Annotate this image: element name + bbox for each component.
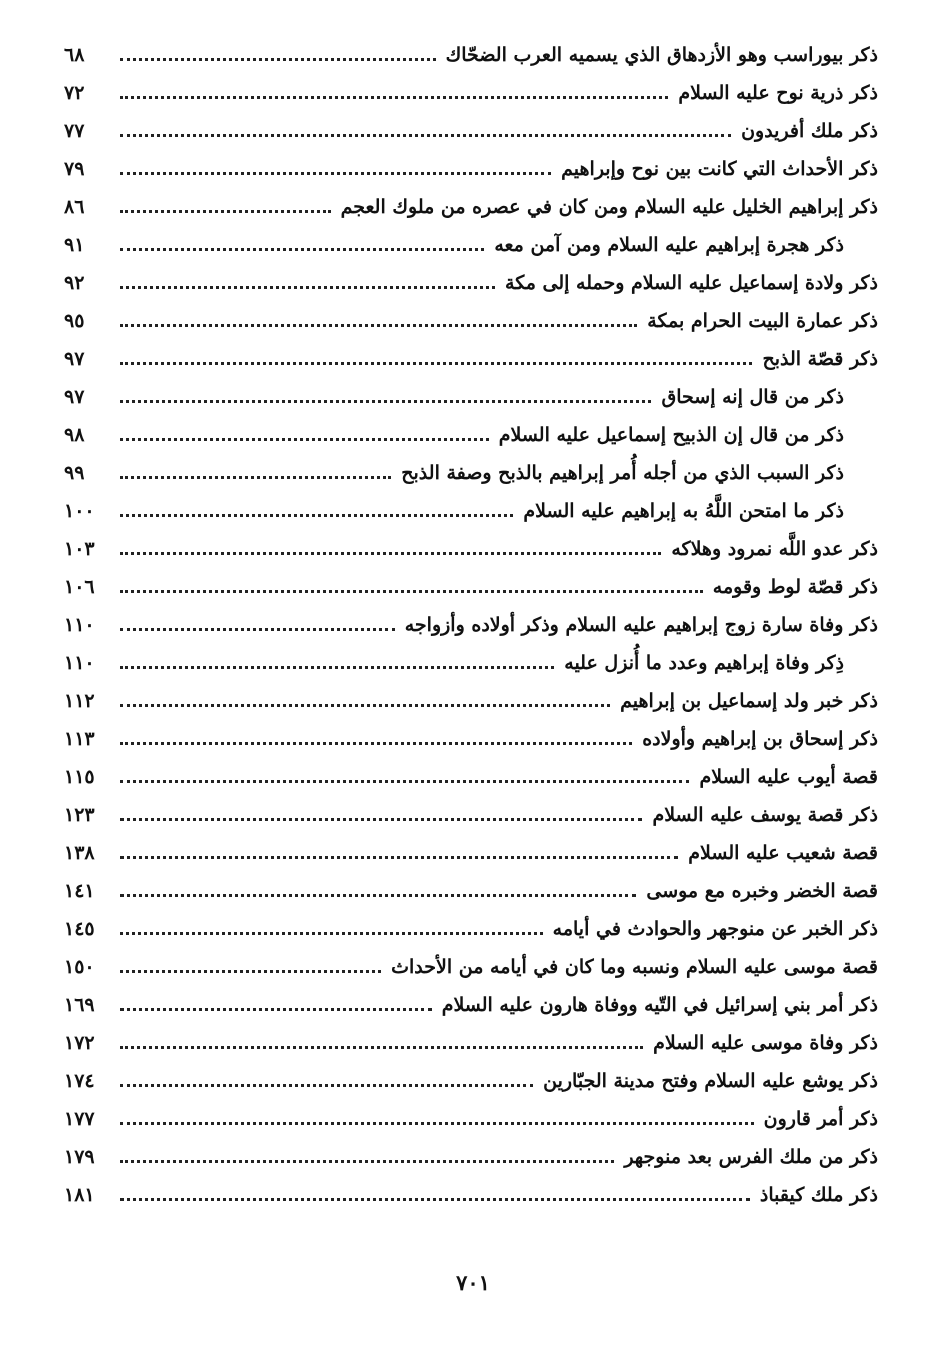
toc-entry bbox=[64, 758, 878, 796]
toc-entry-title: قصة أيوب عليه السلام bbox=[699, 766, 878, 788]
toc-entry-title: ذكر من قال إن الذبيح إسماعيل عليه السلام bbox=[498, 424, 844, 446]
toc-entry-title: ذكر الخبر عن منوجهر والحوادث في أيامه bbox=[552, 918, 878, 940]
toc-entry bbox=[64, 112, 878, 150]
toc-entry-title: ذكر قصة يوسف عليه السلام bbox=[652, 804, 878, 826]
toc-entry-page-number: ٩٨ bbox=[64, 424, 85, 446]
toc-entry-page-number: ١٧٢ bbox=[64, 1032, 95, 1054]
dot-leader bbox=[120, 969, 381, 973]
toc-entry bbox=[64, 948, 878, 986]
toc-entry-page-number: ١٦٩ bbox=[64, 994, 95, 1016]
dot-leader bbox=[120, 665, 554, 669]
toc-entry-page-number: ١٨١ bbox=[64, 1184, 95, 1206]
toc-entry-title: ذكر السبب الذي من أجله أُمر إبراهيم بالذبح وصفة الذبح bbox=[401, 462, 844, 484]
toc-entry-page-number: ١٠٣ bbox=[64, 538, 95, 560]
dot-leader bbox=[120, 1083, 533, 1087]
dot-leader bbox=[120, 133, 731, 137]
dot-leader bbox=[120, 817, 642, 821]
toc-entry bbox=[64, 986, 878, 1024]
toc-entry-page-number: ١٧٤ bbox=[64, 1070, 95, 1092]
toc-entry-page-number: ٧٧ bbox=[64, 120, 85, 142]
dot-leader bbox=[120, 57, 436, 61]
toc-entry bbox=[64, 644, 878, 682]
dot-leader bbox=[120, 1007, 432, 1011]
toc-entry bbox=[64, 150, 878, 188]
dot-leader bbox=[120, 95, 668, 99]
toc-entry-page-number: ١٢٣ bbox=[64, 804, 95, 826]
dot-leader bbox=[120, 209, 331, 213]
toc-entry-page-number: ٧٩ bbox=[64, 158, 85, 180]
toc-entry-title: ذكر الأحداث التي كانت بين نوح وإبراهيم bbox=[561, 158, 878, 180]
toc-entry-title: ذكر قصّة الذبح bbox=[762, 348, 878, 370]
toc-entry bbox=[64, 378, 878, 416]
toc-entry bbox=[64, 1100, 878, 1138]
dot-leader bbox=[120, 171, 551, 175]
toc-entry-page-number: ١٤١ bbox=[64, 880, 95, 902]
toc-entry bbox=[64, 606, 878, 644]
toc-entry bbox=[64, 682, 878, 720]
dot-leader bbox=[120, 437, 489, 441]
toc-entry bbox=[64, 834, 878, 872]
toc-entry-page-number: ٦٨ bbox=[64, 44, 85, 66]
toc-entry-title: ذكر قصّة لوط وقومه bbox=[712, 576, 878, 598]
toc-entry-title: ذِكر وفاة إبراهيم وعدد ما أُنزل عليه bbox=[564, 652, 844, 674]
dot-leader bbox=[120, 323, 637, 327]
dot-leader bbox=[120, 475, 391, 479]
toc-entry bbox=[64, 302, 878, 340]
dot-leader bbox=[120, 285, 495, 289]
toc-entry-page-number: ١١٠ bbox=[64, 614, 95, 636]
toc-entry bbox=[64, 492, 878, 530]
toc-entry-title: ذكر عمارة البيت الحرام بمكة bbox=[647, 310, 878, 332]
toc-entry bbox=[64, 1176, 878, 1214]
toc-entry-page-number: ٩١ bbox=[64, 234, 85, 256]
toc-entry-title: ذكر ولادة إسماعيل عليه السلام وحمله إلى مكة bbox=[505, 272, 878, 294]
toc-entry bbox=[64, 454, 878, 492]
dot-leader bbox=[120, 703, 610, 707]
toc-entry-title: ذكر أمر بني إسرائيل في التّيه ووفاة هارون عليه السلام bbox=[441, 994, 878, 1016]
toc-entry-title: قصة الخضر وخبره مع موسى bbox=[646, 880, 878, 902]
dot-leader bbox=[120, 247, 484, 251]
dot-leader bbox=[120, 779, 689, 783]
toc-entry bbox=[64, 188, 878, 226]
dot-leader bbox=[120, 551, 661, 555]
dot-leader bbox=[120, 513, 513, 517]
toc-entry-title: ذكر إسحاق بن إبراهيم وأولاده bbox=[642, 728, 878, 750]
dot-leader bbox=[120, 893, 636, 897]
toc-entry-title: ذكر خبر ولد إسماعيل بن إبراهيم bbox=[620, 690, 878, 712]
toc-entry-title: ذكر بيوراسب وهو الأزدهاق الذي يسميه العرب الضحّاك bbox=[445, 44, 878, 66]
toc-entry bbox=[64, 1024, 878, 1062]
dot-leader bbox=[120, 1045, 643, 1049]
dot-leader bbox=[120, 1159, 614, 1163]
toc-entry bbox=[64, 416, 878, 454]
toc-entry-page-number: ٧٢ bbox=[64, 82, 85, 104]
dot-leader bbox=[120, 1197, 750, 1201]
toc-entry-title: ذكر ذرية نوح عليه السلام bbox=[678, 82, 878, 104]
toc-entry-page-number: ١٥٠ bbox=[64, 956, 95, 978]
toc-entry-page-number: ١١٣ bbox=[64, 728, 95, 750]
dot-leader bbox=[120, 361, 752, 365]
toc-entry-title: ذكر هجرة إبراهيم عليه السلام ومن آمن معه bbox=[494, 234, 844, 256]
toc-entry-page-number: ٩٧ bbox=[64, 348, 85, 370]
toc-entry bbox=[64, 568, 878, 606]
dot-leader bbox=[120, 855, 678, 859]
toc-entry-page-number: ١٧٧ bbox=[64, 1108, 95, 1130]
dot-leader bbox=[120, 399, 651, 403]
toc-entry-page-number: ١٤٥ bbox=[64, 918, 95, 940]
toc-entry-page-number: ٨٦ bbox=[64, 196, 85, 218]
toc-entry-title: ذكر يوشع عليه السلام وفتح مدينة الجبّارين bbox=[543, 1070, 878, 1092]
toc-entry-page-number: ٩٧ bbox=[64, 386, 85, 408]
toc-entry-title: ذكر وفاة سارة زوج إبراهيم عليه السلام وذكر أولاده وأزواجه bbox=[404, 614, 878, 636]
toc-entry-title: ذكر ما امتحن اللَّهُ به إبراهيم عليه السلام bbox=[523, 500, 844, 522]
toc-entry-title: قصة موسى عليه السلام ونسبه وما كان في أيامه من الأحداث bbox=[391, 956, 878, 978]
toc-entry bbox=[64, 720, 878, 758]
toc-entry-title: ذكر أمر قارون bbox=[763, 1108, 878, 1130]
toc-entry bbox=[64, 530, 878, 568]
toc-entry-page-number: ٩٥ bbox=[64, 310, 85, 332]
toc-entry-page-number: ١٧٩ bbox=[64, 1146, 95, 1168]
dot-leader bbox=[120, 1121, 754, 1125]
toc-entry-title: ذكر إبراهيم الخليل عليه السلام ومن كان في عصره من ملوك العجم bbox=[340, 196, 878, 218]
toc-entry-page-number: ٩٢ bbox=[64, 272, 85, 294]
toc-entry-page-number: ١٣٨ bbox=[64, 842, 95, 864]
toc-entry bbox=[64, 36, 878, 74]
toc-entry bbox=[64, 226, 878, 264]
toc-entry-title: ذكر وفاة موسى عليه السلام bbox=[653, 1032, 878, 1054]
toc-entry-title: قصة شعيب عليه السلام bbox=[688, 842, 878, 864]
toc-entry-title: ذكر من ملك الفرس بعد منوجهر bbox=[624, 1146, 878, 1168]
toc-entry bbox=[64, 796, 878, 834]
toc-entry-title: ذكر ملك كيقباذ bbox=[759, 1184, 878, 1206]
dot-leader bbox=[120, 931, 543, 935]
toc-entry-page-number: ٩٩ bbox=[64, 462, 85, 484]
toc-entry-page-number: ١١٠ bbox=[64, 652, 95, 674]
toc-entry bbox=[64, 872, 878, 910]
toc-entry bbox=[64, 1062, 878, 1100]
toc-entry bbox=[64, 264, 878, 302]
toc-entry-page-number: ١٠٠ bbox=[64, 500, 95, 522]
toc-entry-title: ذكر عدو اللَّه نمرود وهلاكه bbox=[671, 538, 878, 560]
dot-leader bbox=[120, 741, 632, 745]
dot-leader bbox=[120, 589, 703, 593]
toc-entry bbox=[64, 1138, 878, 1176]
toc-entry bbox=[64, 910, 878, 948]
dot-leader bbox=[120, 627, 395, 631]
page-number: ٧٠١ bbox=[456, 1270, 490, 1295]
toc-entry-page-number: ١١٢ bbox=[64, 690, 95, 712]
toc-entry-page-number: ١١٥ bbox=[64, 766, 95, 788]
toc-entry-page-number: ١٠٦ bbox=[64, 576, 95, 598]
toc-entry-title: ذكر من قال إنه إسحاق bbox=[661, 386, 844, 408]
toc-entry bbox=[64, 340, 878, 378]
toc-entry bbox=[64, 74, 878, 112]
toc-entry-title: ذكر ملك أفريدون bbox=[741, 120, 878, 142]
table-of-contents bbox=[64, 36, 878, 1214]
